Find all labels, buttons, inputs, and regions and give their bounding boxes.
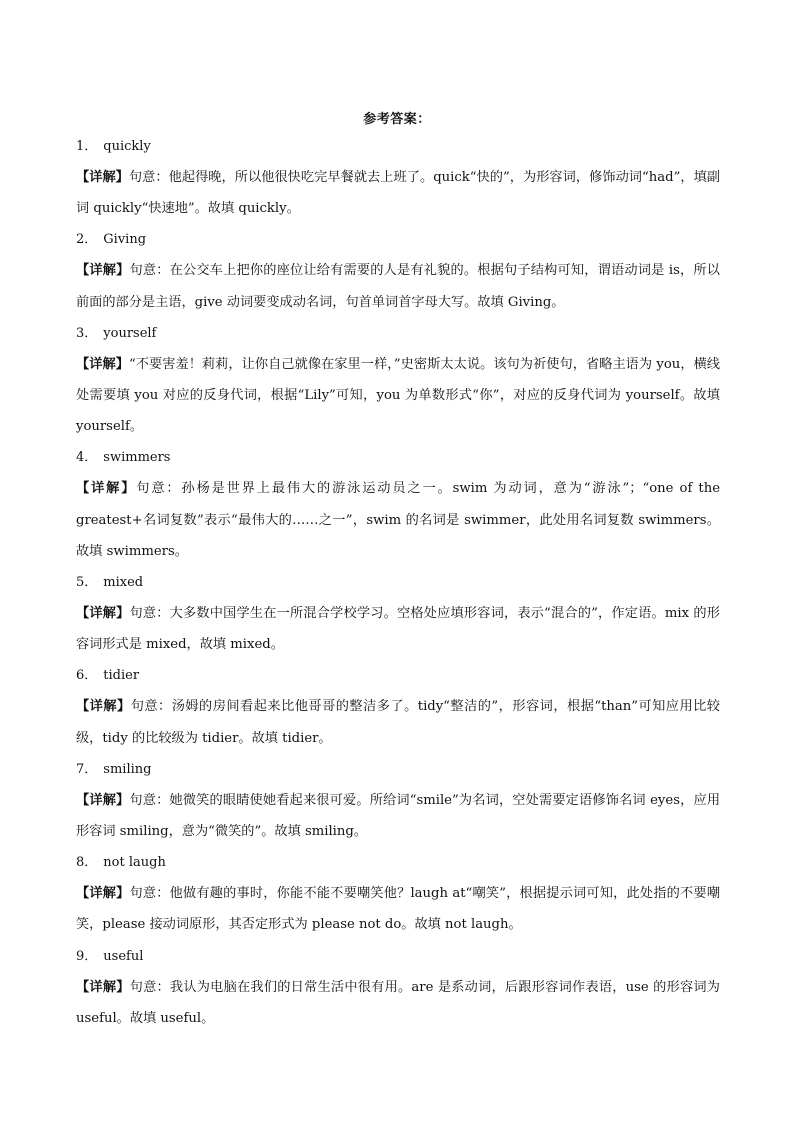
detail-label: 【详解】 — [76, 979, 130, 995]
answer-text: smiling — [103, 761, 152, 777]
item-number: 6． — [76, 668, 98, 684]
answer-line — [76, 941, 720, 972]
explanation — [76, 162, 720, 224]
explanation-text: “不要害羞！莉莉，让你自己就像在家里一样，”史密斯太太说。该句为祈使句，省略主语为 you，横线处需要填 you 对应的反身代词，根据“Lily”可知，you 为单数形式“你”，对应的反身代词为 yourself。故填 yourself。 — [76, 356, 720, 435]
explanation-text: 句意：孙杨是世界上最伟大的游泳运动员之一。swim 为动词，意为“游泳”；“one of the greatest+名词复数”表示“最伟大的……之一”，swim 的名词是 swimmer，此处用名词复数 swimmers。故填 swimmers。 — [76, 481, 721, 559]
explanation-text: 句意：大多数中国学生在一所混合学校学习。空格处应填形容词，表示“混合的”，作定语。mix 的形容词形式是 mixed，故填 mixed。 — [76, 606, 720, 653]
detail-label: 【详解】 — [76, 356, 129, 372]
detail-label: 【详解】 — [76, 699, 131, 715]
item-number: 3． — [76, 325, 98, 341]
answer-item-4 — [76, 442, 720, 567]
answer-item-5 — [76, 567, 720, 660]
explanation — [76, 349, 720, 443]
item-number: 8． — [76, 855, 98, 871]
explanation — [76, 878, 720, 940]
answer-list — [76, 131, 720, 1034]
explanation — [76, 785, 720, 847]
answer-text: tidier — [103, 668, 140, 684]
detail-label: 【详解】 — [76, 792, 130, 808]
answer-text: not laugh — [103, 855, 166, 871]
answer-item-2 — [76, 224, 720, 317]
explanation — [76, 473, 720, 567]
explanation — [76, 255, 720, 317]
detail-label: 【详解】 — [76, 170, 129, 185]
detail-label: 【详解】 — [76, 886, 130, 902]
answer-item-3 — [76, 318, 720, 443]
answer-line — [76, 131, 720, 162]
answer-text: quickly — [103, 139, 151, 154]
answer-text: mixed — [103, 575, 144, 591]
explanation — [76, 598, 720, 660]
item-number: 4． — [76, 450, 98, 466]
explanation-text: 句意：他做有趣的事时，你能不能不要嘲笑他？laugh at“嘲笑”，根据提示词可知，此处指的不要嘲笑，please 接动词原形，其否定形式为 please not do。故填 not laugh。 — [76, 886, 721, 933]
item-number: 9． — [76, 948, 98, 964]
detail-label: 【详解】 — [76, 606, 130, 622]
answer-item-7 — [76, 754, 720, 847]
explanation — [76, 691, 720, 753]
answer-text: Giving — [103, 232, 147, 248]
answer-item-6 — [76, 660, 720, 753]
detail-label: 【详解】 — [76, 481, 137, 497]
explanation-text: 句意：我认为电脑在我们的日常生活中很有用。are 是系动词，后跟形容词作表语，use 的形容词为 useful。故填 useful。 — [76, 979, 720, 1026]
explanation-text: 句意：他起得晚，所以他很快吃完早餐就去上班了。quick“快的”，为形容词，修饰动词“had”，填副词 quickly“快速地”。故填 quickly。 — [76, 170, 720, 217]
answer-text: yourself — [103, 325, 157, 341]
item-number: 1． — [76, 139, 98, 154]
answer-item-9 — [76, 941, 720, 1034]
answer-line — [76, 567, 720, 598]
answer-line — [76, 442, 720, 473]
answer-line — [76, 847, 720, 878]
explanation — [76, 972, 720, 1034]
detail-label: 【详解】 — [76, 263, 130, 279]
answer-item-8 — [76, 847, 720, 940]
answer-line — [76, 224, 720, 255]
answer-line — [76, 318, 720, 349]
item-number: 5． — [76, 575, 98, 591]
page-title: 参考答案： — [363, 112, 431, 127]
explanation-text: 句意：在公交车上把你的座位让给有需要的人是有礼貌的。根据句子结构可知，谓语动词是 is，所以前面的部分是主语，give 动词要变成动名词，句首单词首字母大写。故填 Giving。 — [76, 263, 720, 310]
explanation-text: 句意：她微笑的眼睛使她看起来很可爱。所给词“smile”为名词，空处需要定语修饰名词 eyes，应用形容词 smiling，意为“微笑的”。故填 smiling。 — [76, 792, 721, 840]
item-number: 7． — [76, 761, 98, 777]
explanation-text: 句意：汤姆的房间看起来比他哥哥的整洁多了。tidy“整洁的”，形容词，根据“than”可知应用比较级，tidy 的比较级为 tidier。故填 tidier。 — [76, 699, 720, 746]
answer-line — [76, 660, 720, 691]
item-number: 2． — [76, 232, 98, 248]
answer-text: swimmers — [103, 450, 171, 466]
answer-item-1 — [76, 131, 720, 224]
answer-line — [76, 754, 720, 785]
answer-text: useful — [103, 948, 144, 964]
